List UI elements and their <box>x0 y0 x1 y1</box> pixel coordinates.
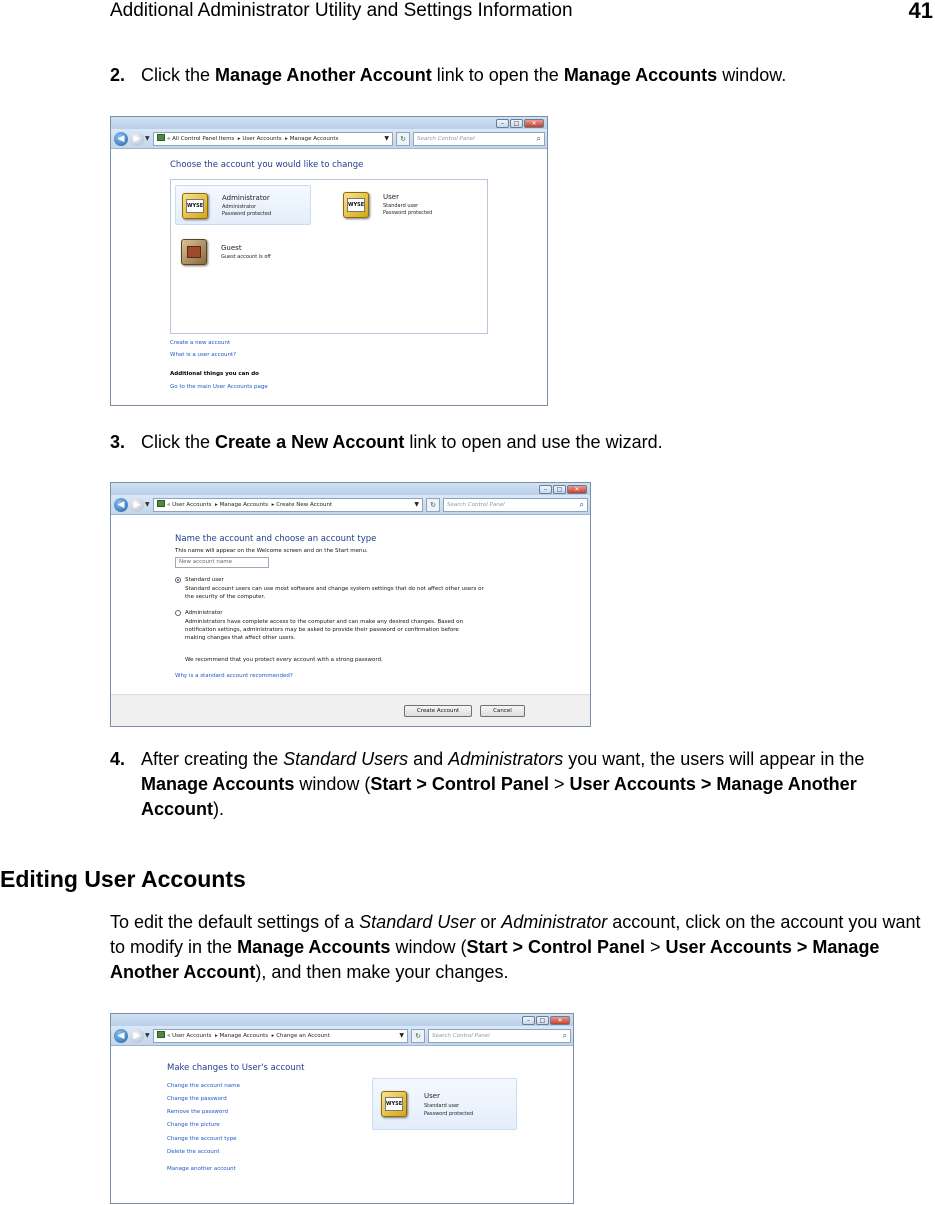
step-bold: Create a New Account <box>215 432 405 452</box>
account-name: Administrator <box>222 194 270 202</box>
name-subtitle: This name will appear on the Welcome screen and on the Start menu. <box>175 548 368 554</box>
para-text: > <box>645 937 666 957</box>
close-button[interactable]: ✕ <box>567 485 587 494</box>
description-line: notification settings, administrators may be asked to provide their password or confirmation before <box>185 627 459 633</box>
para-text: or <box>475 912 502 932</box>
description-line: making changes that affect other users. <box>185 635 296 641</box>
forward-arrow-icon[interactable]: ▶ <box>130 498 144 512</box>
administrator-label[interactable]: Administrator <box>185 610 223 616</box>
account-status: Password protected <box>383 210 433 216</box>
administrator-description <box>185 618 463 642</box>
address-dropdown-icon[interactable]: ▼ <box>384 135 389 142</box>
input-placeholder: New account name <box>179 559 233 565</box>
account-name: User <box>383 193 399 201</box>
para-text: window ( <box>390 937 467 957</box>
change-picture-link[interactable]: Change the picture <box>167 1122 220 1128</box>
refresh-icon[interactable]: ↻ <box>426 498 440 512</box>
address-dropdown-icon[interactable]: ▼ <box>399 1032 404 1039</box>
step-bold: Manage Accounts <box>141 774 295 794</box>
step-text: > <box>548 774 570 794</box>
account-status: Guest account is off <box>221 254 271 260</box>
para-italic: Standard User <box>359 912 476 932</box>
step-bold: Manage Accounts <box>563 65 718 85</box>
account-status: Password protected <box>222 211 272 217</box>
step-text: link to open and use the wizard. <box>404 432 663 452</box>
step-3 <box>110 430 663 455</box>
search-input[interactable] <box>428 1029 571 1043</box>
wyse-avatar-icon <box>381 1091 407 1117</box>
search-icon[interactable]: ⌕ <box>562 1031 567 1040</box>
editing-paragraph <box>110 910 925 985</box>
step-4 <box>110 747 932 822</box>
change-account-type-link[interactable]: Change the account type <box>167 1136 237 1142</box>
account-tile-guest[interactable] <box>175 232 311 272</box>
back-arrow-icon[interactable]: ◀ <box>114 132 128 146</box>
what-is-user-account-link[interactable]: What is a user account? <box>170 352 237 358</box>
wyse-label: WYSE <box>385 1097 403 1111</box>
step-text: you want, the users will appear in the <box>563 749 865 769</box>
password-recommendation: We recommend that you protect every account with a strong password. <box>185 657 383 663</box>
para-bold: User Accounts > Manage Another Account <box>110 937 880 982</box>
minimize-button[interactable]: – <box>522 1016 535 1025</box>
step-bold: Start > Control Panel <box>370 774 549 794</box>
breadcrumb-item[interactable]: User Accounts <box>172 1033 212 1039</box>
search-icon[interactable]: ⌕ <box>579 500 584 509</box>
step-italic: Standard Users <box>283 749 409 769</box>
back-arrow-icon[interactable]: ◀ <box>114 1029 128 1043</box>
step-number: 4. <box>110 749 126 769</box>
account-type: Standard user <box>424 1103 460 1109</box>
create-new-account-link[interactable]: Create a new account <box>170 340 231 346</box>
search-input[interactable] <box>443 498 588 512</box>
para-bold: Manage Accounts <box>237 937 391 957</box>
close-button[interactable]: ✕ <box>524 119 544 128</box>
description-line: the security of the computer. <box>185 594 266 600</box>
account-tile-user[interactable] <box>337 185 473 225</box>
refresh-icon[interactable]: ↻ <box>396 132 410 146</box>
search-icon[interactable]: ⌕ <box>536 134 541 143</box>
step-bold: User Accounts > Manage Another Account <box>141 774 857 819</box>
back-arrow-icon[interactable]: ◀ <box>114 498 128 512</box>
minimize-button[interactable]: – <box>496 119 509 128</box>
address-bar[interactable]: « User Accounts ▸ Manage Accounts ▸ Change an Account ▼ <box>153 1029 408 1043</box>
main-user-accounts-link[interactable]: Go to the main User Accounts page <box>170 384 268 390</box>
account-list <box>170 179 488 334</box>
wyse-avatar-icon <box>343 192 369 218</box>
forward-arrow-icon[interactable]: ▶ <box>130 1029 144 1043</box>
step-text: Click the <box>141 65 216 85</box>
address-bar[interactable]: « User Accounts ▸ Manage Accounts ▸ Create New Account ▼ <box>153 498 423 512</box>
account-type: Standard user <box>383 203 419 209</box>
account-tile-administrator[interactable] <box>175 185 311 225</box>
maximize-button[interactable]: □ <box>510 119 523 128</box>
step-italic: Administrators <box>448 749 564 769</box>
address-prefix: « <box>167 1033 171 1039</box>
history-dropdown-icon[interactable]: ▼ <box>145 1032 150 1039</box>
title-bar <box>111 483 590 495</box>
history-dropdown-icon[interactable]: ▼ <box>145 501 150 508</box>
control-panel-icon <box>157 134 165 141</box>
change-account-name-link[interactable]: Change the account name <box>167 1083 240 1089</box>
delete-account-link[interactable]: Delete the account <box>167 1149 220 1155</box>
standard-user-description <box>185 585 484 601</box>
breadcrumb-item[interactable]: Manage Accounts <box>289 136 339 142</box>
section-heading: Editing User Accounts <box>0 866 246 892</box>
address-prefix: « <box>167 502 171 508</box>
breadcrumb-item[interactable]: Create New Account <box>276 502 333 508</box>
manage-another-account-link[interactable]: Manage another account <box>167 1166 236 1172</box>
search-placeholder: Search Control Panel <box>447 502 505 508</box>
step-number: 3. <box>110 432 126 452</box>
description-line: Administrators have complete access to the computer and can make any desired changes. Based on <box>185 619 463 625</box>
account-type: Administrator <box>222 204 257 210</box>
window-heading: Make changes to User's account <box>167 1063 305 1073</box>
step-text: ). <box>213 799 224 819</box>
search-placeholder: Search Control Panel <box>432 1033 490 1039</box>
wyse-label: WYSE <box>347 198 365 212</box>
navigation-bar <box>111 495 590 515</box>
change-password-link[interactable]: Change the password <box>167 1096 227 1102</box>
control-panel-icon <box>157 1031 165 1038</box>
navigation-bar <box>111 129 547 149</box>
history-dropdown-icon[interactable]: ▼ <box>145 135 150 142</box>
title-bar <box>111 1014 573 1026</box>
create-account-window <box>110 482 591 727</box>
page-number: 41 <box>908 0 933 23</box>
address-bar[interactable]: « All Control Panel Items ▸ User Accounts ▸ Manage Accounts ▼ <box>153 132 393 146</box>
manage-accounts-window <box>110 116 548 406</box>
account-status: Password protected <box>424 1111 474 1117</box>
forward-arrow-icon[interactable]: ▶ <box>130 132 144 146</box>
refresh-icon[interactable]: ↻ <box>411 1029 425 1043</box>
account-tile-user[interactable] <box>372 1078 517 1130</box>
create-account-button[interactable]: Create Account <box>404 705 472 717</box>
para-text: To edit the default settings of a <box>110 912 360 932</box>
step-text: window ( <box>294 774 371 794</box>
para-bold: Start > Control Panel <box>466 937 646 957</box>
new-account-name-input[interactable] <box>175 557 269 568</box>
para-text: ), and then make your changes. <box>255 962 509 982</box>
step-text: link to open the <box>431 65 564 85</box>
step-text: Click the <box>141 432 216 452</box>
cancel-button[interactable]: Cancel <box>480 705 525 717</box>
search-placeholder: Search Control Panel <box>417 136 475 142</box>
breadcrumb-item[interactable]: User Accounts <box>172 502 212 508</box>
step-text: and <box>408 749 449 769</box>
page-header-title: Additional Administrator Utility and Settings Information <box>110 0 573 21</box>
breadcrumb-item[interactable]: Manage Accounts <box>219 1033 269 1039</box>
breadcrumb-item[interactable]: Manage Accounts <box>219 502 269 508</box>
maximize-button[interactable]: □ <box>553 485 566 494</box>
step-text: After creating the <box>141 749 284 769</box>
breadcrumb-item[interactable]: All Control Panel Items <box>172 136 235 142</box>
standard-user-radio[interactable] <box>175 577 181 583</box>
control-panel-icon <box>157 500 165 507</box>
administrator-radio[interactable] <box>175 610 181 616</box>
wyse-label: WYSE <box>186 199 204 213</box>
search-input[interactable] <box>413 132 545 146</box>
why-standard-account-link[interactable]: Why is a standard account recommended? <box>175 673 293 679</box>
change-account-window <box>110 1013 574 1204</box>
para-italic: Administrator <box>501 912 608 932</box>
remove-password-link[interactable]: Remove the password <box>167 1109 228 1115</box>
step-2 <box>110 63 786 88</box>
breadcrumb-item[interactable]: User Accounts <box>242 136 282 142</box>
button-bar <box>111 694 590 726</box>
wyse-avatar-icon <box>182 193 208 219</box>
additional-things-heading: Additional things you can do <box>170 371 259 377</box>
step-text: window. <box>717 65 787 85</box>
navigation-bar <box>111 1026 573 1046</box>
para-text: account, click on the account you want to modify in the <box>110 912 921 957</box>
window-heading: Choose the account you would like to change <box>170 160 364 170</box>
title-bar <box>111 117 547 129</box>
account-name: User <box>424 1092 440 1100</box>
guest-avatar-icon <box>181 239 207 265</box>
close-button[interactable]: ✕ <box>550 1016 570 1025</box>
address-dropdown-icon[interactable]: ▼ <box>414 501 419 508</box>
step-number: 2. <box>110 65 126 85</box>
maximize-button[interactable]: □ <box>536 1016 549 1025</box>
standard-user-label[interactable]: Standard user <box>185 577 224 583</box>
account-name: Guest <box>221 244 242 252</box>
step-bold: Manage Another Account <box>215 65 432 85</box>
address-prefix: « <box>167 136 171 142</box>
breadcrumb-item[interactable]: Change an Account <box>276 1033 330 1039</box>
minimize-button[interactable]: – <box>539 485 552 494</box>
description-line: Standard account users can use most software and change system settings that do not affect other users or <box>185 586 484 592</box>
window-heading: Name the account and choose an account type <box>175 534 377 544</box>
